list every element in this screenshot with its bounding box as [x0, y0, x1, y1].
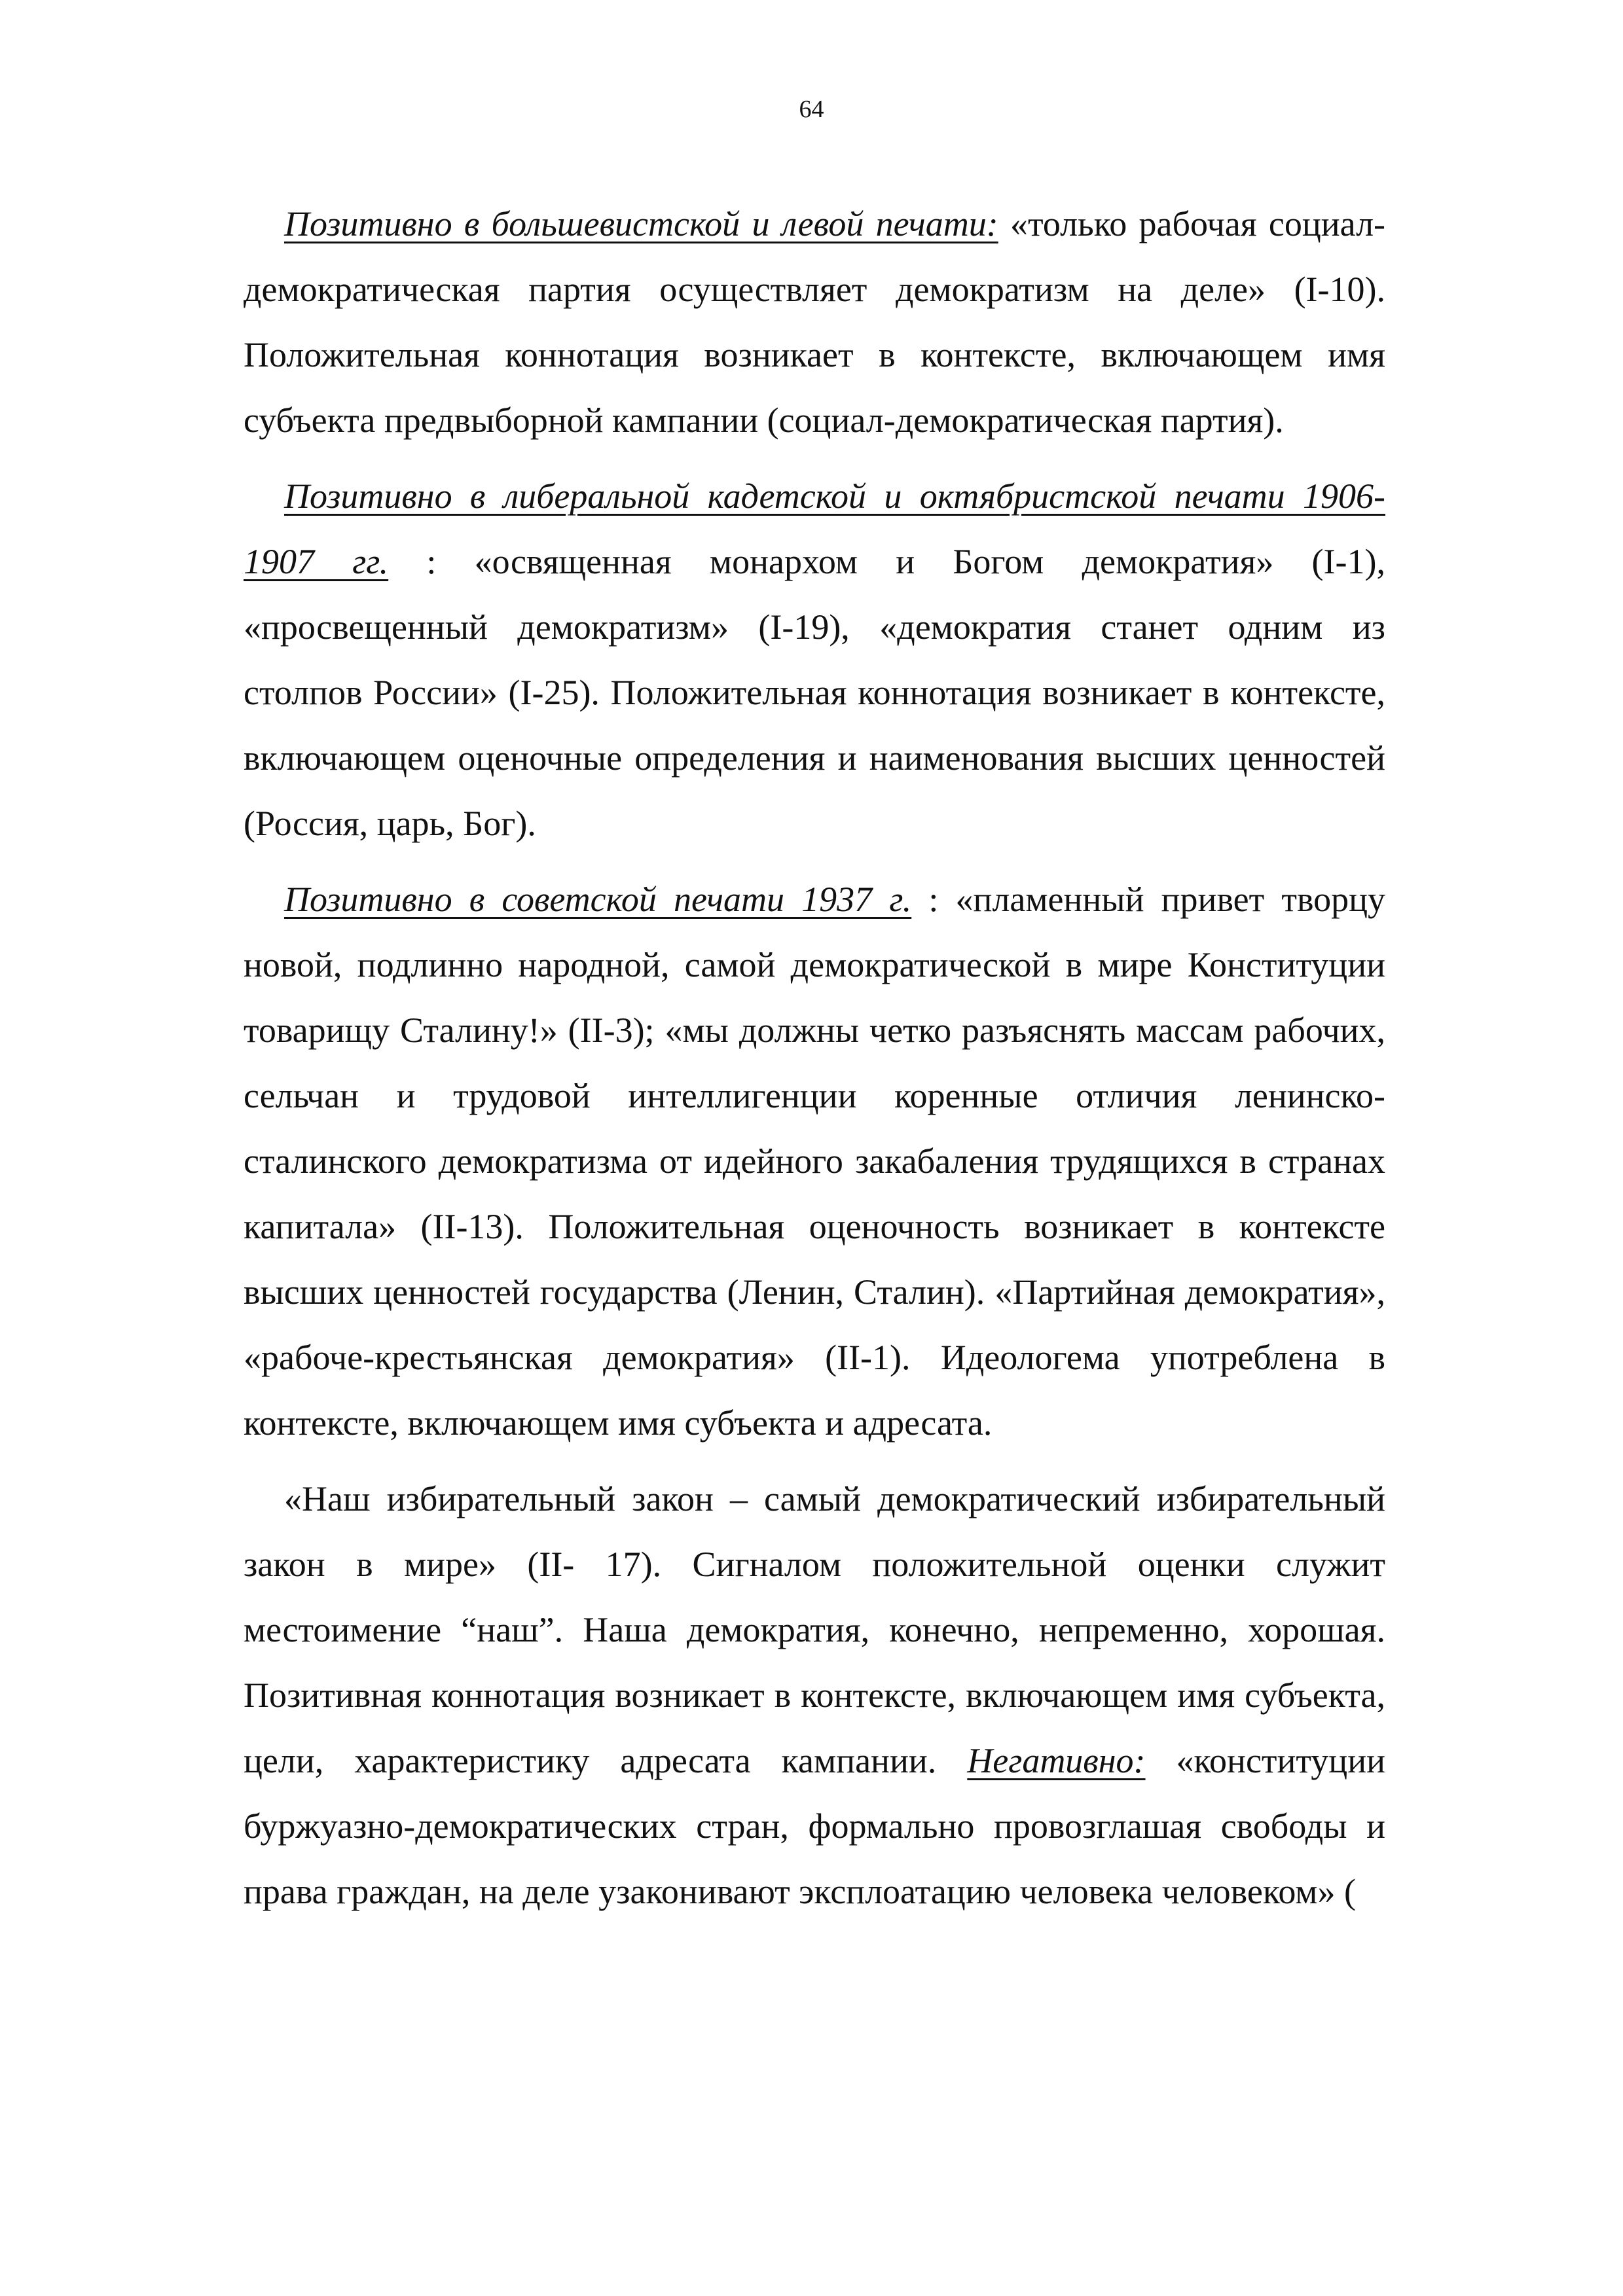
paragraph-text: : «пламенный привет творцу новой, подлинно народной, самой демократической в мире Конституции товарищу Сталину!» (II-3); «мы должны четко разъяснять массам рабочих, сельчан и трудовой интеллигенции коренные отличия ленинско-сталинского демократизма от идейного закабаления трудящихся в странах капитала» (II-13). Положительная оценочность возникает в контексте высших ценностей государства (Ленин, Сталин). «Партийная демократия», «рабоче-крестьянская демократия» (II-1). Идеологема употреблена в контексте, включающем имя субъекта и адресата.: [244, 880, 1385, 1443]
paragraph-bolshevik-press: [244, 191, 1385, 453]
paragraph-text: «только рабочая социал-демократическая партия осуществляет демократизм на деле» (I-10). Положительная коннотация возникает в контексте, включающем имя субъекта предвыборной кампании (социал-демократическая партия).: [244, 204, 1386, 440]
paragraph-soviet-press: [244, 867, 1385, 1456]
paragraph-text: «конституции буржуазно-демократических стран, формально провозглашая свободы и права граждан, на деле узаконивают эксплоатацию человека человеком» (: [244, 1741, 1385, 1911]
paragraph-election-law: [244, 1466, 1385, 1924]
section-heading-liberal: Позитивно в либеральной кадетской и октябристской печати 1906- 1907 гг.: [244, 476, 1385, 581]
section-heading-soviet: Позитивно в советской печати 1937 г.: [284, 880, 912, 919]
paragraph-text: : «освященная монархом и Богом демократия» (I-1), «просвещенный демократизм» (I-19), «демократия станет одним из столпов России» (I-25). Положительная коннотация возникает в контексте, включающем оценочные определения и наименования высших ценностей (Россия, царь, Бог).: [244, 542, 1385, 843]
document-body: [244, 191, 1385, 1935]
paragraph-liberal-press: [244, 463, 1385, 856]
section-heading-negative: Негативно:: [967, 1741, 1146, 1780]
page-number: 64: [799, 96, 824, 123]
paragraph-text: «Наш избирательный закон – самый демократический избирательный закон в мире» (II- 17). Сигналом положительной оценки служит местоимение “наш”. Наша демократия, конечно, непременно, хорошая. Позитивная коннотация возникает в контексте, включающем имя субъекта, цели, характеристику адресата кампании.: [244, 1479, 1385, 1780]
section-heading-bolshevik: Позитивно в большевистской и левой печати:: [284, 204, 998, 243]
